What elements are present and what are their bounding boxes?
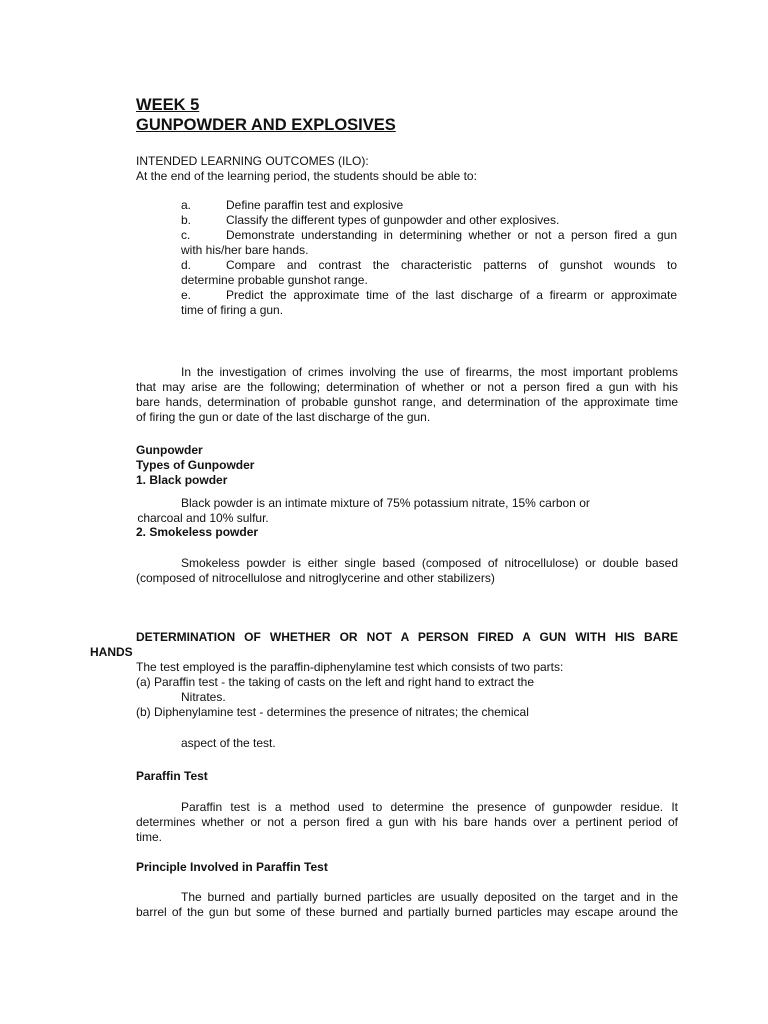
ilo-item-letter: a. [181,198,192,212]
ilo-item-text-cont: with his/her bare hands. [181,243,309,257]
smokeless-powder-heading: 2. Smokeless powder [136,525,259,539]
ilo-item-letter: b. [181,213,192,227]
determination-heading: DETERMINATION OF WHETHER OR NOT A PERSON FIRED A GUN WITH HIS BARE [136,630,678,644]
paragraph-line: time. [136,830,163,844]
smokeless-powder-text-cont: (composed of nitrocellulose and nitroglycerine and other stabilizers) [136,571,495,585]
paragraph-line: In the investigation of crimes involving the use of firearms, the most important problems [181,365,678,379]
determination-heading-cont: HANDS [90,645,133,659]
paragraph-line: that may arise are the following; determination of whether or not a person fired a gun with his [136,380,678,394]
black-powder-text: Black powder is an intimate mixture of 75% potassium nitrate, 15% carbon or [181,496,590,510]
smokeless-powder-text: Smokeless powder is either single based (composed of nitrocellulose) or double based [181,556,678,570]
paragraph-line: bare hands, determination of probable gunshot range, and determination of the approximate time [136,395,678,409]
determination-text: The test employed is the paraffin-diphenylamine test which consists of two parts: [136,660,564,674]
determination-text: (b) Diphenylamine test - determines the presence of nitrates; the chemical [136,705,529,719]
black-powder-heading: 1. Black powder [136,473,228,487]
week-title: WEEK 5 [136,96,200,114]
types-heading: Types of Gunpowder [136,458,255,472]
determination-text: aspect of the test. [181,736,276,750]
ilo-heading: INTENDED LEARNING OUTCOMES (ILO): [136,154,369,168]
ilo-item-text-cont: time of firing a gun. [181,303,284,317]
paragraph-line: barrel of the gun but some of these burned and partially burned particles may escape around the [136,905,678,919]
ilo-item-letter: c. [181,228,191,242]
ilo-intro: At the end of the learning period, the students should be able to: [136,169,477,183]
paragraph-line: The burned and partially burned particles are usually deposited on the target and in the [181,890,678,904]
ilo-item-text: Predict the approximate time of the last discharge of a firearm or approximate [226,288,677,302]
determination-text: Nitrates. [181,690,226,704]
ilo-item-letter: d. [181,258,192,272]
ilo-item-text: Demonstrate understanding in determining whether or not a person fired a gun [226,228,677,242]
ilo-item-text-cont: determine probable gunshot range. [181,273,368,287]
paragraph-line: determines whether or not a person fired a gun with his bare hands over a pertinent period of [136,815,678,829]
ilo-item-text: Define paraffin test and explosive [226,198,404,212]
ilo-item-text: Classify the different types of gunpowder and other explosives. [226,213,560,227]
ilo-item-text: Compare and contrast the characteristic patterns of gunshot wounds to [226,258,677,272]
black-powder-text-cont: charcoal and 10% sulfur. [134,511,269,525]
document-title: GUNPOWDER AND EXPLOSIVES [136,116,396,134]
gunpowder-heading: Gunpowder [136,443,203,457]
paraffin-heading: Paraffin Test [136,769,208,783]
paragraph-line: Paraffin test is a method used to determine the presence of gunpowder residue. It [181,800,678,814]
ilo-item-letter: e. [181,288,192,302]
paragraph-line: of firing the gun or date of the last discharge of the gun. [136,410,431,424]
determination-text: (a) Paraffin test - the taking of casts on the left and right hand to extract the [136,675,535,689]
principle-heading: Principle Involved in Paraffin Test [136,860,328,874]
